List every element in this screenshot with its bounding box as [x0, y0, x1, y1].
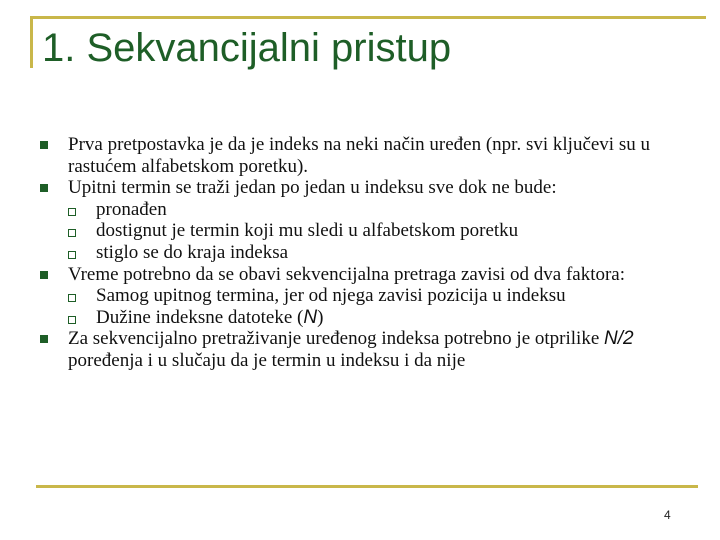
sub-bullet-text: stiglo se do kraja indeksa — [96, 241, 289, 263]
square-bullet-icon — [40, 264, 68, 279]
hollow-square-bullet-icon — [68, 285, 96, 302]
close-paren: ) — [317, 306, 324, 328]
bullet-text: Vreme potrebno da se obavi sekvencijalna pretraga zavisi od dva faktora: — [68, 263, 626, 285]
bullet-item — [40, 177, 690, 199]
bullet-text — [68, 328, 690, 371]
square-bullet-icon — [40, 134, 68, 149]
frame-top-rule — [30, 16, 706, 19]
bullet-text-part: Za sekvencijalno pretraživanje uređenog indeksa potrebno je otprilike — [68, 328, 605, 350]
bullet-list — [40, 134, 690, 372]
square-bullet-icon — [40, 328, 68, 343]
sub-bullet-item — [40, 242, 690, 264]
bullet-text-part: poređenja i u slučaju da je termin u indeksu i da nije — [68, 349, 466, 371]
sub-bullet-text: Samog upitnog termina, jer od njega zavisi pozicija u indeksu — [96, 285, 566, 307]
sub-bullet-text: dostignut je termin koji mu sledi u alfabetskom poretku — [96, 220, 519, 242]
bullet-text: Upitni termin se traži jedan po jedan u indeksu sve dok ne bude: — [68, 177, 557, 199]
square-bullet-icon — [40, 177, 68, 192]
sub-bullet-item — [40, 199, 690, 221]
sub-bullet-item — [40, 307, 690, 329]
hollow-square-bullet-icon — [68, 307, 96, 324]
bottom-rule — [36, 485, 698, 488]
slide-title: 1. Sekvancijalni pristup — [42, 26, 452, 70]
page-number: 4 — [664, 508, 671, 522]
sub-bullet-item — [40, 220, 690, 242]
bullet-item — [40, 264, 690, 286]
bullet-item — [40, 134, 690, 177]
math-n: N — [303, 306, 318, 328]
hollow-square-bullet-icon — [68, 199, 96, 216]
sub-bullet-text: pronađen — [96, 198, 167, 220]
hollow-square-bullet-icon — [68, 242, 96, 259]
hollow-square-bullet-icon — [68, 220, 96, 237]
sub-bullet-text — [96, 307, 690, 329]
bullet-item — [40, 328, 690, 371]
bullet-text: Prva pretpostavka je da je indeks na neki način uređen (npr. svi ključevi su u rastućem alfabetskom poretku). — [68, 134, 650, 177]
sub-bullet-item — [40, 285, 690, 307]
sub-bullet-text-part: Dužine indeksne datoteke ( — [96, 306, 304, 328]
frame-left-rule — [30, 16, 33, 68]
math-n-half: N/2 — [604, 328, 634, 350]
